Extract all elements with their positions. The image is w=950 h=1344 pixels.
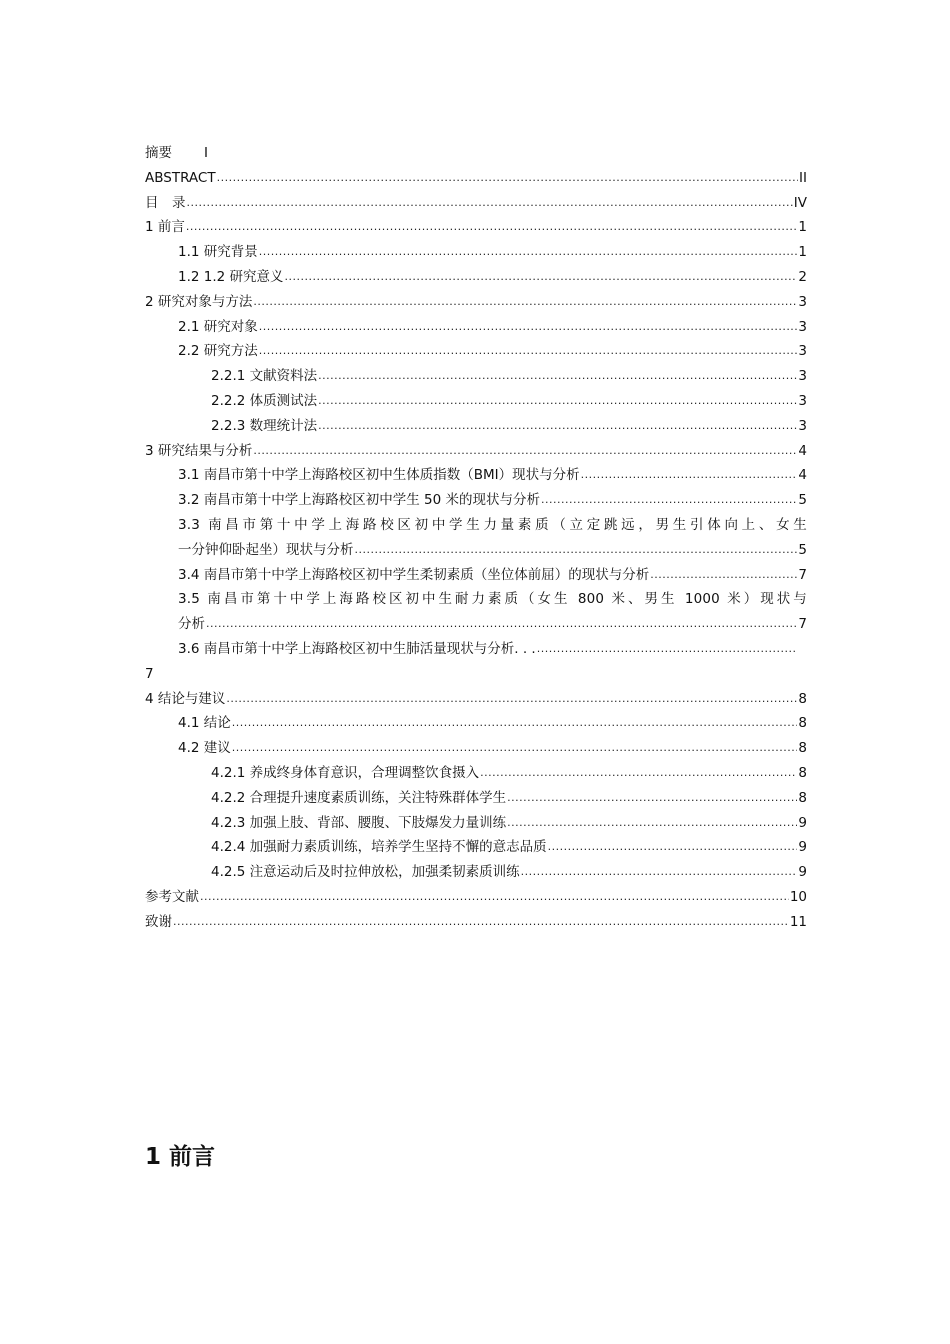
toc-leader-dots <box>318 389 797 414</box>
toc-leader-dots <box>206 612 797 637</box>
toc-leader-dots <box>581 463 798 488</box>
toc-entry-contents[interactable] <box>145 191 807 216</box>
toc-entry-page: 8 <box>798 789 807 806</box>
toc-entry-s4-2-5[interactable] <box>145 860 807 885</box>
toc-leader-dots <box>226 687 797 712</box>
toc-entry-s3-6[interactable] <box>145 637 807 687</box>
toc-leader-dots <box>355 538 798 563</box>
toc-entry-s1[interactable] <box>145 215 807 240</box>
toc-entry-page: 3 <box>798 392 807 409</box>
toc-entry-page: 7 <box>145 665 154 682</box>
toc-entry-s2-2-2[interactable] <box>145 389 807 414</box>
toc-entry-s4-2[interactable] <box>145 736 807 761</box>
toc-leader-dots <box>541 488 797 513</box>
toc-entry-s1-1[interactable] <box>145 240 807 265</box>
toc-leader-dots <box>259 315 798 340</box>
toc-entry-page: 7 <box>798 566 807 583</box>
toc-entry-s3-5[interactable] <box>145 587 807 637</box>
table-of-contents <box>145 141 807 935</box>
toc-entry-page: 8 <box>798 690 807 707</box>
toc-entry-page: 8 <box>798 740 807 757</box>
section-heading: 1 前言 <box>145 1144 216 1170</box>
toc-entry-page: 7 <box>798 616 807 633</box>
toc-entry-s2-1[interactable] <box>145 315 807 340</box>
toc-entry-page: 11 <box>789 913 807 930</box>
toc-entry-title: 摘要 <box>145 145 172 161</box>
toc-entry-page: 3 <box>798 293 807 310</box>
toc-entry-abstract-en[interactable] <box>145 166 807 191</box>
toc-entry-s3-3[interactable] <box>145 513 807 563</box>
toc-leader-dots <box>173 910 789 935</box>
toc-leader-dots <box>480 761 797 786</box>
toc-entry-s3-2[interactable] <box>145 488 807 513</box>
toc-entry-s4-2-4[interactable] <box>145 835 807 860</box>
toc-entry-page: 5 <box>798 492 807 509</box>
toc-entry-title: 4.2 建议 <box>178 740 231 757</box>
toc-leader-dots <box>521 860 798 885</box>
toc-entry-s4-2-3[interactable] <box>145 811 807 836</box>
toc-entry-title: 致谢 <box>145 913 172 930</box>
toc-entry-title-line2: 一分钟仰卧起坐）现状与分析 <box>178 541 354 558</box>
toc-leader-dots <box>186 215 798 240</box>
toc-entry-title-line2: 分析 <box>178 616 205 633</box>
toc-entry-continuation <box>178 612 807 637</box>
toc-entry-s4-2-1[interactable] <box>145 761 807 786</box>
toc-leader-dots <box>548 835 798 860</box>
toc-entry-s3-4[interactable] <box>145 563 807 588</box>
toc-entry-acknowledgements[interactable] <box>145 910 807 935</box>
toc-entry-page: 1 <box>798 219 807 236</box>
toc-entry-page: 1 <box>798 244 807 261</box>
toc-entry-continuation <box>178 538 807 563</box>
toc-entry-title: 2.2.2 体质测试法 <box>211 392 318 409</box>
toc-entry-line <box>145 637 807 662</box>
toc-entry-s2-2[interactable] <box>145 339 807 364</box>
toc-leader-dots <box>200 885 789 910</box>
toc-entry-title: 4.2.1 养成终身体育意识，合理调整饮食摄入 <box>211 764 480 781</box>
toc-entry-title: 3.1 南昌市第十中学上海路校区初中生体质指数（BMI）现状与分析 <box>178 467 580 484</box>
toc-leader-dots <box>650 563 797 588</box>
toc-entry-page: 3 <box>798 318 807 335</box>
toc-entry-s2-2-1[interactable] <box>145 364 807 389</box>
toc-entry-references[interactable] <box>145 885 807 910</box>
toc-entry-title: 2.2.1 文献资料法 <box>211 368 318 385</box>
toc-entry-s3[interactable] <box>145 439 807 464</box>
toc-entry-title: 2 研究对象与方法 <box>145 293 253 310</box>
toc-leader-dots <box>253 290 797 315</box>
toc-entry-s2-2-3[interactable] <box>145 414 807 439</box>
toc-entry-s4-1[interactable] <box>145 711 807 736</box>
toc-entry-s1-2[interactable] <box>145 265 807 290</box>
toc-entry-page: 5 <box>798 541 807 558</box>
toc-entry-s2[interactable] <box>145 290 807 315</box>
toc-entry-page: 4 <box>798 467 807 484</box>
toc-entry-page: 9 <box>798 814 807 831</box>
toc-leader-dots <box>318 414 797 439</box>
toc-entry-title: 目 录 <box>145 194 186 211</box>
toc-entry-title: 2.2.3 数理统计法 <box>211 417 318 434</box>
toc-entry-title: 2.1 研究对象 <box>178 318 258 335</box>
toc-entry-page: 4 <box>798 442 807 459</box>
toc-leader-dots <box>253 439 797 464</box>
toc-entry-page: 8 <box>798 715 807 732</box>
toc-entry-abstract-cn[interactable] <box>145 141 807 166</box>
toc-entry-title: 4.2.5 注意运动后及时拉伸放松，加强柔韧素质训练 <box>211 864 520 881</box>
toc-entry-title: 1.1 研究背景 <box>178 244 258 261</box>
toc-entry-page: 3 <box>798 368 807 385</box>
toc-entry-page: 3 <box>798 417 807 434</box>
toc-leader-dots <box>507 786 797 811</box>
toc-entry-page: 9 <box>798 864 807 881</box>
toc-entry-page: IV <box>793 194 807 211</box>
toc-leader-dots <box>537 637 796 662</box>
toc-entry-page: I <box>204 145 208 161</box>
toc-entry-title: 3.6 南昌市第十中学上海路校区初中生肺活量现状与分析. . . <box>178 640 536 657</box>
toc-entry-title-line1: 3.3 南昌市第十中学上海路校区初中学生力量素质（立定跳远，男生引体向上、女生 <box>178 516 807 533</box>
toc-entry-title: 参考文献 <box>145 888 199 905</box>
toc-leader-dots <box>259 339 798 364</box>
toc-entry-page: 2 <box>798 268 807 285</box>
toc-entry-title: 2.2 研究方法 <box>178 343 258 360</box>
toc-entry-title: 4.2.2 合理提升速度素质训练，关注特殊群体学生 <box>211 789 507 806</box>
toc-leader-dots <box>232 711 798 736</box>
toc-entry-page: 9 <box>798 839 807 856</box>
toc-entry-title: 4.2.4 加强耐力素质训练，培养学生坚持不懈的意志品质 <box>211 839 547 856</box>
toc-entry-title: 1.2 1.2 研究意义 <box>178 268 284 285</box>
toc-entry-title: 4 结论与建议 <box>145 690 226 707</box>
toc-leader-dots <box>217 166 798 191</box>
toc-entry-title: 4.1 结论 <box>178 715 231 732</box>
toc-entry-title: 4.2.3 加强上肢、背部、腰腹、下肢爆发力量训练 <box>211 814 507 831</box>
toc-entry-title: 3 研究结果与分析 <box>145 442 253 459</box>
toc-entry-title-line1: 3.5 南昌市第十中学上海路校区初中生耐力素质（女生 800 米、男生 1000 米）现状与 <box>178 591 807 608</box>
toc-leader-dots <box>507 811 797 836</box>
toc-leader-dots <box>187 191 793 216</box>
toc-entry-page: II <box>799 169 807 186</box>
toc-entry-title: 1 前言 <box>145 219 185 236</box>
toc-entry-title: 3.2 南昌市第十中学上海路校区初中学生 50 米的现状与分析 <box>178 492 541 509</box>
toc-leader-dots <box>232 736 798 761</box>
toc-entry-s3-1[interactable] <box>145 463 807 488</box>
toc-entry-title: ABSTRACT <box>145 169 216 186</box>
toc-leader-dots <box>318 364 797 389</box>
toc-entry-page: 10 <box>789 888 807 905</box>
toc-leader-dots <box>259 240 798 265</box>
toc-entry-s4[interactable] <box>145 687 807 712</box>
toc-entry-s4-2-2[interactable] <box>145 786 807 811</box>
toc-leader-dots <box>285 265 798 290</box>
toc-entry-page: 3 <box>798 343 807 360</box>
toc-entry-title: 3.4 南昌市第十中学上海路校区初中学生柔韧素质（坐位体前屈）的现状与分析 <box>178 566 650 583</box>
toc-entry-page: 8 <box>798 764 807 781</box>
